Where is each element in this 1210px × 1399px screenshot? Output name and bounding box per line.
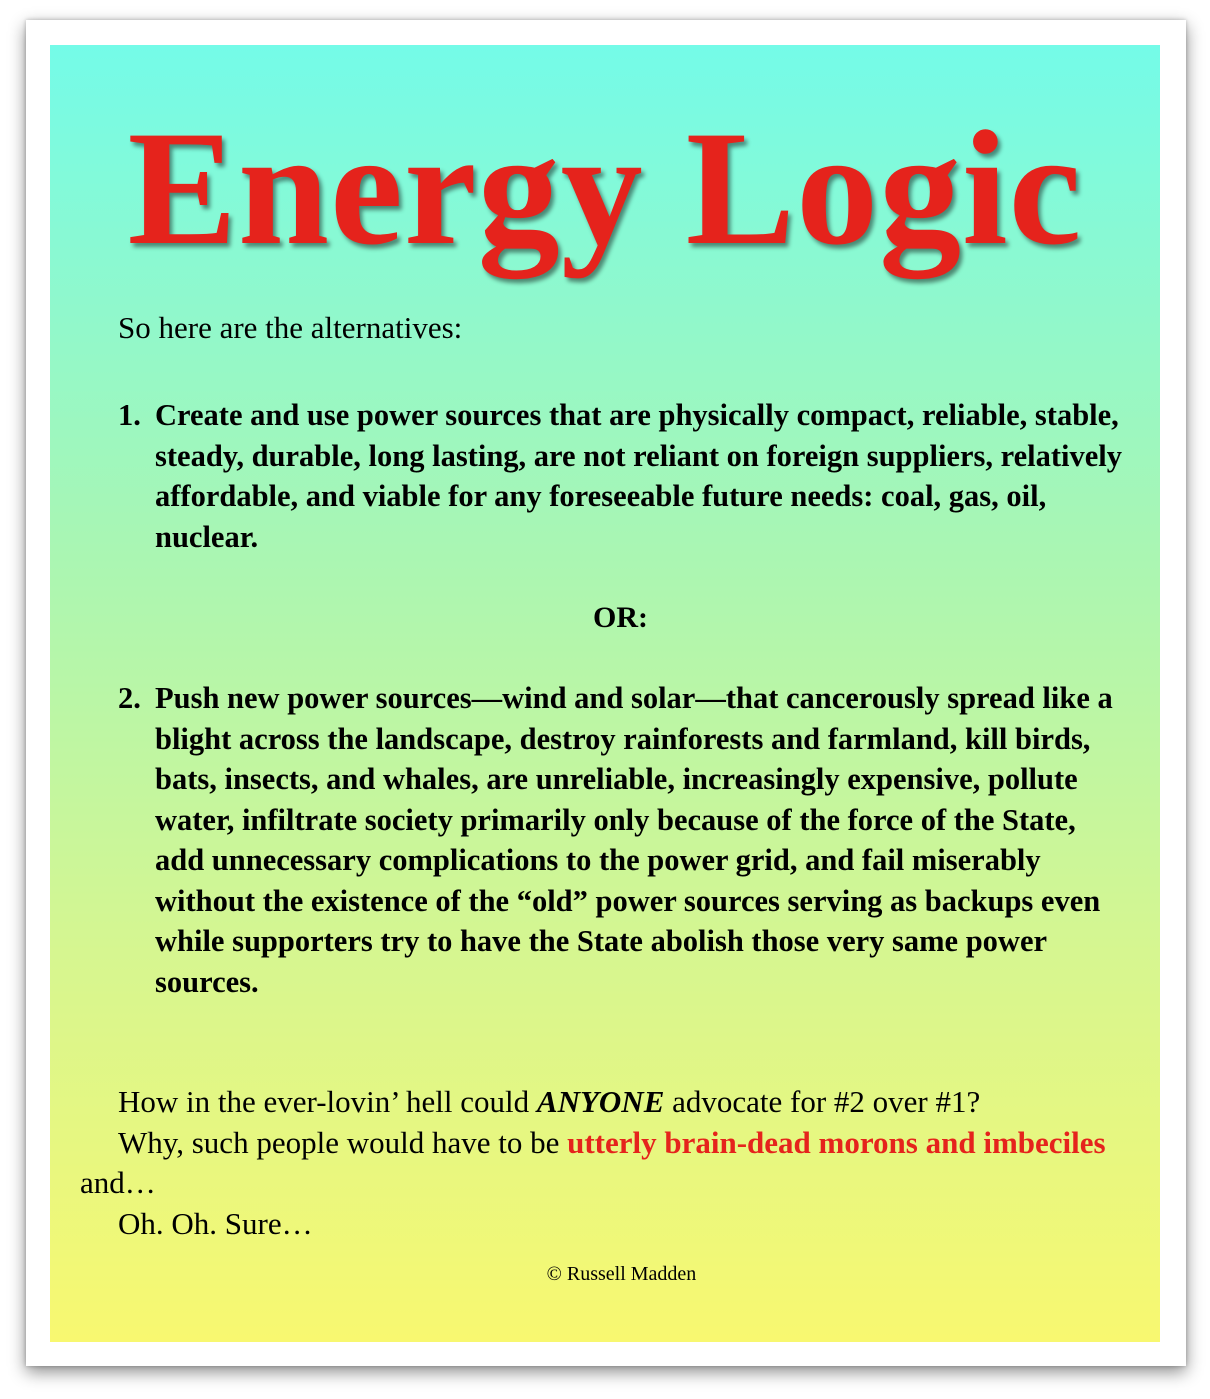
or-separator: OR: — [593, 601, 648, 634]
closing-line-1 — [50, 1082, 1150, 1123]
closing-text: advocate for #2 over #1? — [664, 1084, 981, 1119]
poster-title: Energy Logic — [127, 98, 1083, 279]
alternative-item-1 — [118, 395, 1128, 557]
item-text: Push new power sources—wind and solar—that cancerously spread like a blight across the landscape, destroy rainforests and farmland, kill birds, bats, insects, and whales, are unreliable, increasingly expensive, pollute water, infiltrate society primarily only because of the force of the State, add unnecessary complications to the power grid, and fail miserably without the existence of the “old” power sources serving as backups even while supporters try to have the State abolish those very same power sources. — [155, 681, 1113, 999]
intro-text: So here are the alternatives: — [118, 310, 463, 345]
alternative-item-2 — [118, 678, 1128, 1002]
closing-text: How in the ever-lovin’ hell could — [118, 1084, 537, 1119]
item-number: 2. — [118, 681, 141, 715]
closing-line-3: Oh. Oh. Sure… — [118, 1205, 313, 1241]
item-text: Create and use power sources that are physically compact, reliable, stable, steady, durable, long lasting, are not reliant on foreign suppliers, relatively affordable, and viable for any foreseeable future needs: coal, gas, oil, nuclear. — [155, 398, 1123, 554]
closing-paragraph — [50, 1082, 1150, 1244]
emphasis-anyone: ANYONE — [536, 1084, 665, 1119]
item-number: 1. — [118, 398, 141, 432]
closing-text: Why, such people would have to be — [118, 1124, 568, 1160]
highlight-text: utterly brain-dead morons and imbeciles — [567, 1124, 1106, 1160]
closing-line-2 — [50, 1123, 1150, 1204]
closing-text: and… — [80, 1165, 156, 1200]
poster-panel — [50, 45, 1160, 1342]
copyright-notice: © Russell Madden — [546, 1263, 697, 1285]
